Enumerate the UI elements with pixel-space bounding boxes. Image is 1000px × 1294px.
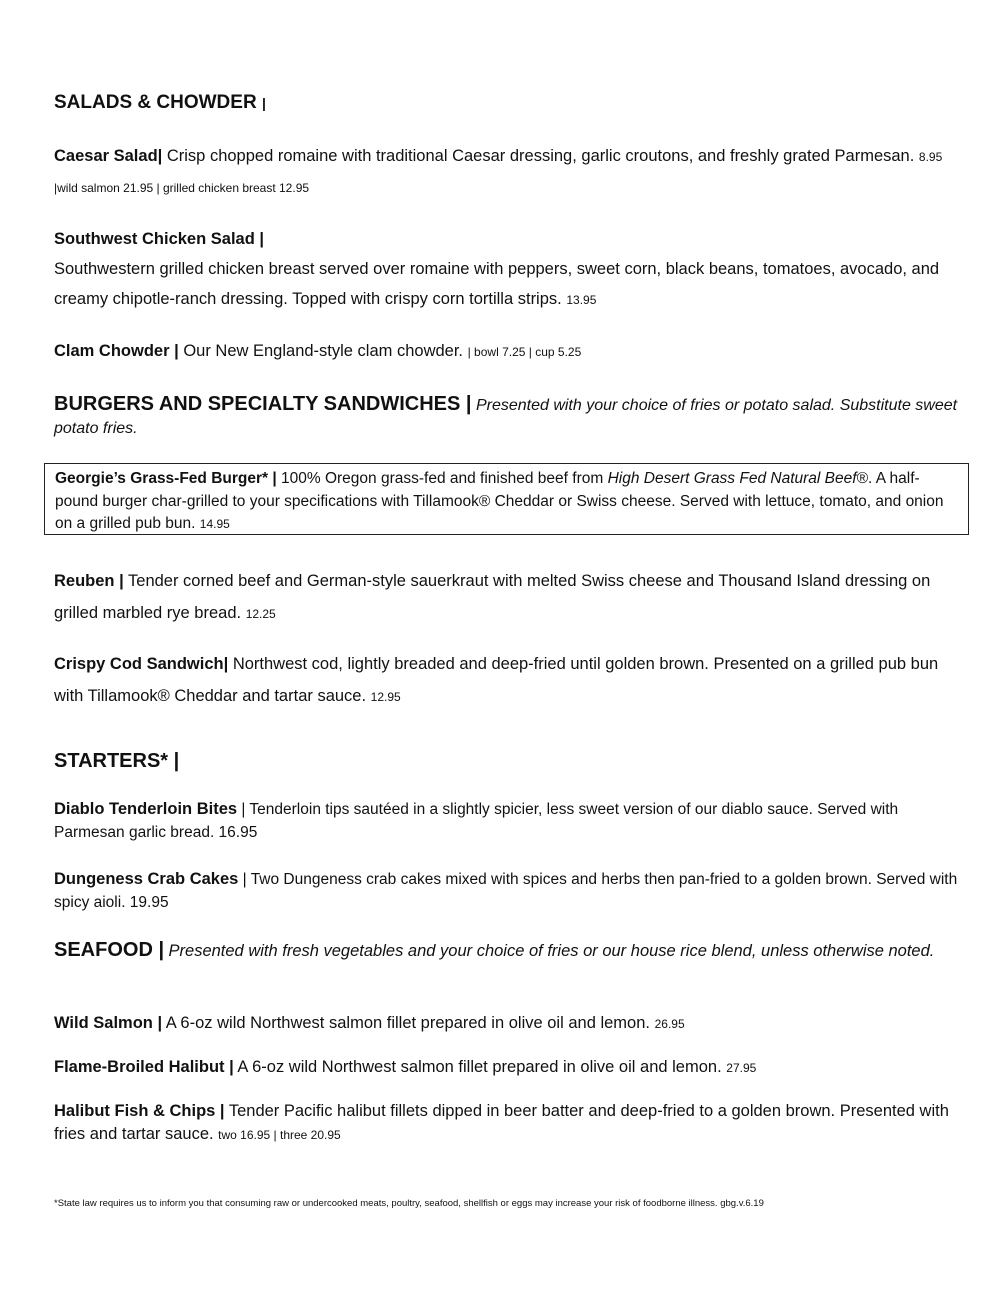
item-price: 14.95 <box>199 517 230 531</box>
item-price: | bowl 7.25 | cup 5.25 <box>467 345 582 359</box>
item-description: Tender Pacific halibut fillets dipped in beer batter and deep-fried to a golden brown. Presented with fries and tartar sauce. <box>54 1102 949 1143</box>
burgers-section-subtitle: Presented with your choice of fries or potato salad. Substitute sweet potato fries. <box>54 397 958 437</box>
burgers-section-title: BURGERS AND SPECIALTY SANDWICHES | <box>54 393 472 415</box>
item-name: Caesar Salad| <box>54 147 163 165</box>
salads-title-text: SALADS & CHOWDER <box>54 92 257 113</box>
seafood-section-subtitle: Presented with fresh vegetables and your choice of fries or our house rice blend, unless otherwise noted. <box>168 942 935 960</box>
menu-item-dungeness-crab-cakes <box>54 868 959 914</box>
item-name: Diablo Tenderloin Bites <box>54 800 238 818</box>
item-description: Our New England-style clam chowder. <box>183 342 464 360</box>
seafood-section-header <box>54 936 959 966</box>
item-name: Dungeness Crab Cakes <box>54 870 239 888</box>
burgers-section-header <box>54 393 959 440</box>
item-name: Flame-Broiled Halibut | <box>54 1058 234 1076</box>
starters-section-title: STARTERS* | <box>54 750 180 772</box>
menu-item-flame-broiled-halibut <box>54 1056 959 1080</box>
item-price: 12.25 <box>245 607 276 621</box>
item-price: 27.95 <box>726 1061 757 1075</box>
menu-item-halibut-fish-and-chips <box>54 1100 959 1147</box>
item-price: two 16.95 | three 20.95 <box>218 1128 341 1142</box>
item-name: Halibut Fish & Chips | <box>54 1102 225 1120</box>
item-description: Northwest cod, lightly breaded and deep-fried until golden brown. Presented on a grilled pub bun with Tillamook® Cheddar and tartar sauce. <box>54 655 939 705</box>
menu-item-diablo-tenderloin-bites <box>54 798 959 844</box>
item-name: Reuben | <box>54 572 124 590</box>
item-description: | Tenderloin tips sautéed in a slightly spicier, less sweet version of our diablo sauce. Served with Parmesan garlic bread. 16.95 <box>54 801 899 841</box>
menu-item-caesar-salad <box>54 141 959 203</box>
item-description-start: 100% Oregon grass-fed and finished beef from <box>281 470 604 487</box>
item-name: Clam Chowder | <box>54 342 179 360</box>
item-description: Tender corned beef and German-style sauerkraut with melted Swiss cheese and Thousand Island dressing on grilled marbled rye bread. <box>54 572 931 622</box>
item-price: 8.95 |wild salmon 21.95 | grilled chicken breast 12.95 <box>54 150 943 195</box>
item-description: A 6-oz wild Northwest salmon fillet prepared in olive oil and lemon. <box>165 1014 650 1032</box>
item-name: Wild Salmon | <box>54 1014 163 1032</box>
menu-item-crispy-cod-sandwich <box>54 648 959 713</box>
salads-section-title <box>54 92 959 114</box>
item-description-end: . A half-pound burger char-grilled to your specifications with Tillamook® Cheddar or Swiss cheese. Served with lettuce, tomato, and onion on a grilled pub bun. <box>55 470 944 532</box>
item-description: Southwestern grilled chicken breast served over romaine with peppers, sweet corn, black beans, tomatoes, avocado, and creamy chipotle-ranch dressing. Topped with crispy corn tortilla strips. <box>54 260 940 308</box>
item-price: 12.95 <box>370 690 401 704</box>
item-price: 26.95 <box>654 1017 685 1031</box>
item-description: Crisp chopped romaine with traditional Caesar dressing, garlic croutons, and freshly grated Parmesan. <box>166 147 915 165</box>
food-safety-footnote: *State law requires us to inform you that consuming raw or undercooked meats, poultry, seafood, shellfish or eggs may increase your risk of foodborne illness. gbg.v.6.19 <box>54 1198 764 1209</box>
item-name: Georgie’s Grass-Fed Burger* | <box>55 470 277 487</box>
item-name: Southwest Chicken Salad | <box>54 230 264 248</box>
item-description: | Two Dungeness crab cakes mixed with spices and herbs then pan-fried to a golden brown. Served with spicy aioli. 19.95 <box>54 871 958 911</box>
item-price: 13.95 <box>566 293 597 307</box>
menu-item-clam-chowder <box>54 336 959 367</box>
featured-burger-box <box>44 463 969 535</box>
item-description-brand: High Desert Grass Fed Natural Beef® <box>607 470 868 487</box>
seafood-section-title: SEAFOOD | <box>54 939 165 961</box>
item-name: Crispy Cod Sandwich| <box>54 655 229 673</box>
menu-item-wild-salmon <box>54 1012 959 1036</box>
salads-title-bar: | <box>261 95 266 111</box>
menu-item-southwest-chicken-salad <box>54 224 959 315</box>
item-description: A 6-oz wild Northwest salmon fillet prepared in olive oil and lemon. <box>237 1058 722 1076</box>
menu-item-reuben <box>54 565 959 630</box>
